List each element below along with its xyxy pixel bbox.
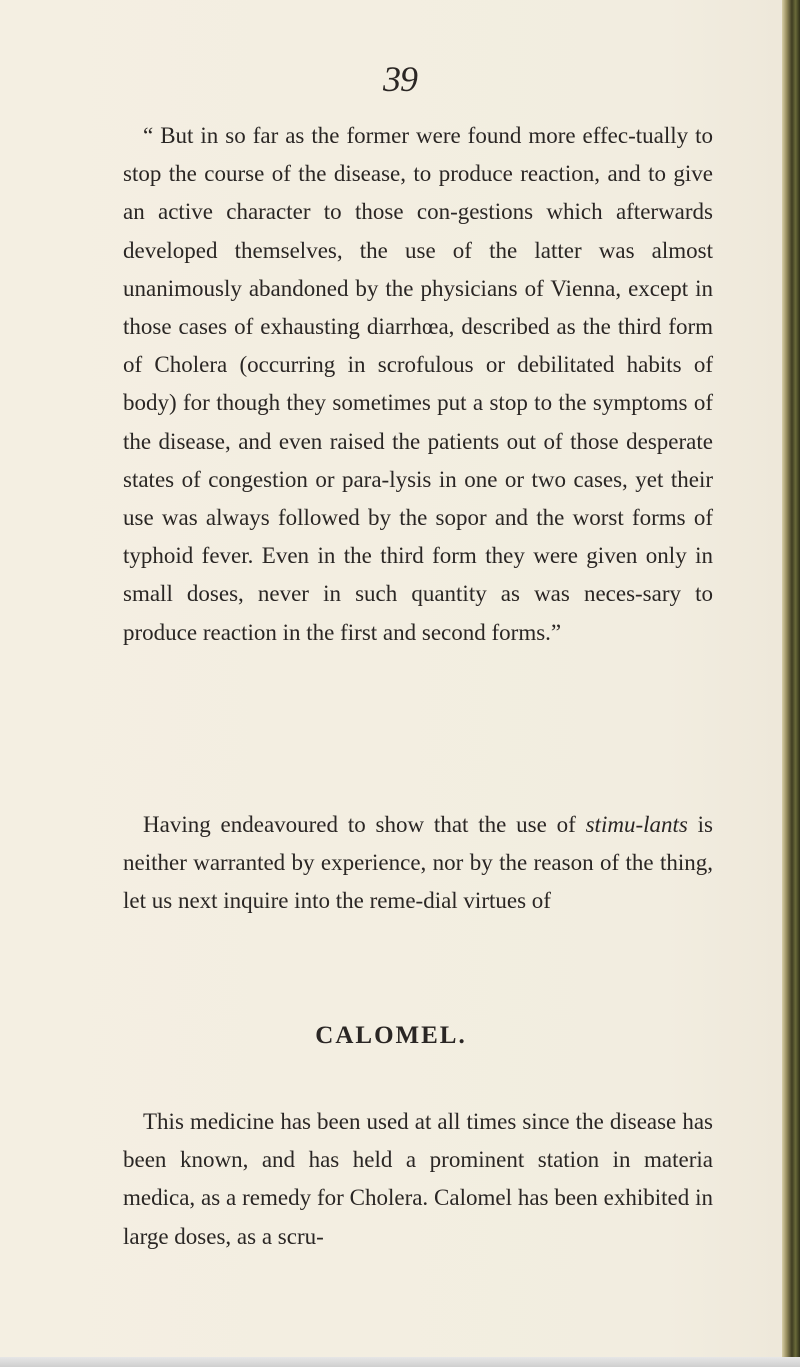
paragraph-calomel: This medicine has been used at all times since the disease has been known, and has held a prominent station in materia medica, as a remedy for Cholera. Calomel has been exhibited in large doses, as a scru- (123, 1109, 713, 1249)
page-number: 39 (383, 59, 417, 99)
book-spine-edge (782, 0, 800, 1367)
paragraph-quotation: “ But in so far as the former were found more effec-tually to stop the course of the disease, to produce reaction, and to give an active character to those con-gestions which afterwards developed themselves, the use of the latter was almost unanimously abandoned by the physicians of Vienna, except in those cases of exhausting diarrhœa, described as the third form of Cholera (occurring in scrofulous or debilitated habits of body) for though they sometimes put a stop to the symptoms of the disease, and even raised the patients out of those desperate states of congestion or para-lysis in one or two cases, yet their use was always followed by the sopor and the worst forms of typhoid fever. Even in the third form they were given only in small doses, never in such quantity as was neces-sary to produce reaction in the first and second forms.” (123, 123, 713, 645)
paragraph-stimulants-text-end: is neither warranted by experience, nor by the reason of the thing, let us next inquire into the reme-dial virtues of (123, 812, 714, 914)
section-heading-calomel: CALOMEL. (315, 1022, 467, 1049)
paragraph-stimulants (123, 806, 713, 921)
italic-term-stimulants: stimu-lants (585, 812, 688, 837)
paragraph-stimulants-text-start: Having endeavoured to show that the use of (143, 812, 586, 837)
page-bottom-edge (0, 1357, 800, 1367)
